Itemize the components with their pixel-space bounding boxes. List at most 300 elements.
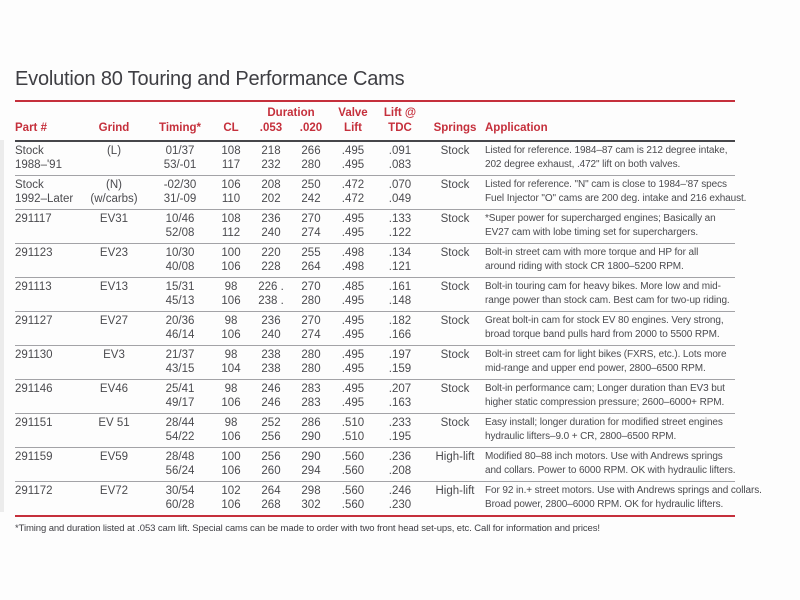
header-valve: Valve bbox=[338, 107, 368, 119]
cell-line: 291123 bbox=[15, 247, 53, 259]
cell-line: Bolt-in street cam for light bikes (FXRS, etc.). Lots more bbox=[485, 349, 727, 360]
table-row bbox=[15, 346, 735, 380]
cell-grind bbox=[79, 312, 149, 346]
cell-dur-053 bbox=[251, 380, 291, 414]
cell-line: 302 bbox=[301, 499, 321, 511]
cell-timing bbox=[149, 278, 211, 312]
header-part: Part # bbox=[15, 122, 47, 134]
cell-dur-053 bbox=[251, 312, 291, 346]
header-application: Application bbox=[485, 122, 548, 134]
cell-line: .163 bbox=[388, 397, 412, 409]
cell-line: 270 bbox=[301, 281, 321, 293]
table-row bbox=[15, 448, 735, 482]
cell-line: 60/28 bbox=[165, 499, 195, 511]
cell-grind bbox=[79, 141, 149, 176]
cell-line: 106 bbox=[221, 397, 241, 409]
cell-line: 106 bbox=[221, 261, 241, 273]
cell-line: .049 bbox=[388, 193, 412, 205]
cell-line: Stock bbox=[440, 247, 470, 259]
cell-application bbox=[485, 448, 735, 482]
cell-application bbox=[485, 482, 762, 517]
cell-valve-lift bbox=[331, 380, 375, 414]
cell-line: EV23 bbox=[99, 247, 129, 259]
cell-lift-tdc bbox=[375, 312, 425, 346]
cell-line: .560 bbox=[341, 465, 365, 477]
cell-line: .122 bbox=[388, 227, 412, 239]
cell-line: Stock bbox=[15, 179, 44, 191]
cell-valve-lift bbox=[331, 312, 375, 346]
cell-timing bbox=[149, 176, 211, 210]
cell-line: 280 bbox=[301, 363, 321, 375]
cell-valve-lift bbox=[331, 482, 375, 517]
cell-line: 240 bbox=[261, 227, 281, 239]
cell-line: .166 bbox=[388, 329, 412, 341]
cell-line: Stock bbox=[440, 417, 470, 429]
cell-line: *Super power for supercharged engines; Basically an bbox=[485, 213, 716, 224]
cell-dur-020 bbox=[291, 312, 331, 346]
cell-line: 270 bbox=[301, 213, 321, 225]
cell-timing bbox=[149, 244, 211, 278]
cell-line: (L) bbox=[106, 145, 122, 157]
cell-line: broad torque band pulls hard from 2000 to 5500 RPM. bbox=[485, 329, 720, 340]
cell-line: 54/22 bbox=[165, 431, 195, 443]
cell-line: 98 bbox=[224, 349, 238, 361]
cell-line: 10/46 bbox=[165, 213, 195, 225]
cell-cl bbox=[211, 380, 251, 414]
header-grind: Grind bbox=[98, 122, 130, 134]
cell-line: 117 bbox=[221, 159, 241, 171]
cell-springs bbox=[425, 380, 485, 414]
cell-line: .495 bbox=[341, 397, 365, 409]
cell-lift-tdc bbox=[375, 380, 425, 414]
cell-cl bbox=[211, 448, 251, 482]
cell-line: .495 bbox=[341, 383, 365, 395]
cell-line: .091 bbox=[388, 145, 412, 157]
cell-line: 238 bbox=[261, 349, 281, 361]
cell-line: -02/30 bbox=[163, 179, 197, 191]
cell-lift-tdc bbox=[375, 244, 425, 278]
cell-line: Bolt-in performance cam; Longer duration than EV3 but bbox=[485, 383, 725, 394]
cell-line: .498 bbox=[341, 261, 365, 273]
cell-line: 202 degree exhaust, .472" lift on both valves. bbox=[485, 159, 681, 170]
cell-line: Stock bbox=[440, 213, 470, 225]
cell-dur-020 bbox=[291, 346, 331, 380]
header-springs: Springs bbox=[433, 122, 477, 134]
cell-line: 40/08 bbox=[165, 261, 195, 273]
cell-springs bbox=[425, 141, 485, 176]
cell-timing bbox=[149, 210, 211, 244]
cell-line: 250 bbox=[301, 179, 321, 191]
cell-dur-053 bbox=[251, 482, 291, 517]
cell-line: 283 bbox=[301, 397, 321, 409]
cell-line: EV3 bbox=[103, 349, 125, 361]
cell-line: 15/31 bbox=[165, 281, 195, 293]
cell-valve-lift bbox=[331, 176, 375, 210]
cell-application bbox=[485, 278, 735, 312]
cell-line: .560 bbox=[341, 451, 365, 463]
table-header bbox=[15, 101, 735, 141]
cell-line: .233 bbox=[388, 417, 412, 429]
cell-line: 291130 bbox=[15, 349, 53, 361]
cell-line: 106 bbox=[221, 295, 241, 307]
cell-line: 240 bbox=[261, 329, 281, 341]
cell-line: Stock bbox=[440, 281, 470, 293]
cell-line: .510 bbox=[341, 431, 365, 443]
cell-line: 1992–Later bbox=[15, 193, 74, 205]
cell-line: 28/44 bbox=[165, 417, 195, 429]
cell-line: 218 bbox=[261, 145, 281, 157]
cell-part bbox=[15, 312, 79, 346]
cell-line: .133 bbox=[388, 213, 412, 225]
cell-line: .070 bbox=[388, 179, 412, 191]
header-cl: CL bbox=[223, 122, 239, 134]
cell-lift-tdc bbox=[375, 448, 425, 482]
cell-grind bbox=[79, 176, 149, 210]
cell-grind bbox=[79, 414, 149, 448]
cell-line: 20/36 bbox=[165, 315, 195, 327]
cell-part bbox=[15, 380, 79, 414]
cell-lift-tdc bbox=[375, 210, 425, 244]
cell-line: 226 . bbox=[258, 281, 284, 293]
cell-line: 56/24 bbox=[165, 465, 195, 477]
table-row bbox=[15, 312, 735, 346]
cell-springs bbox=[425, 448, 485, 482]
cell-line: 264 bbox=[261, 485, 281, 497]
cell-dur-020 bbox=[291, 176, 331, 210]
cell-line: 298 bbox=[301, 485, 321, 497]
cell-dur-053 bbox=[251, 244, 291, 278]
cell-line: 283 bbox=[301, 383, 321, 395]
cell-application bbox=[485, 414, 735, 448]
cell-line: 291117 bbox=[15, 213, 52, 225]
cell-line: .560 bbox=[341, 499, 365, 511]
cell-line: 291159 bbox=[15, 451, 53, 463]
cell-line: (w/carbs) bbox=[90, 193, 138, 205]
cell-lift-tdc bbox=[375, 482, 425, 517]
scan-edge-artifact bbox=[0, 140, 4, 512]
cell-valve-lift bbox=[331, 448, 375, 482]
cell-cl bbox=[211, 278, 251, 312]
cell-line: 280 bbox=[301, 159, 321, 171]
cell-line: .246 bbox=[388, 485, 412, 497]
cell-line: .134 bbox=[388, 247, 412, 259]
cell-line: 274 bbox=[301, 227, 321, 239]
cell-line: 208 bbox=[261, 179, 281, 191]
cell-application bbox=[485, 346, 735, 380]
cell-lift-tdc bbox=[375, 278, 425, 312]
header-tdc: TDC bbox=[388, 122, 412, 134]
cell-line: 100 bbox=[221, 247, 241, 259]
cell-line: 49/17 bbox=[165, 397, 195, 409]
cell-timing bbox=[149, 141, 211, 176]
cell-line: .560 bbox=[341, 485, 365, 497]
cell-line: .495 bbox=[341, 213, 365, 225]
header-spacer bbox=[15, 101, 79, 121]
cell-line: .195 bbox=[388, 431, 412, 443]
cell-line: .197 bbox=[388, 349, 412, 361]
cell-line: 246 bbox=[261, 383, 281, 395]
cell-grind bbox=[79, 380, 149, 414]
cell-line: range power than stock cam. Best cam for two-up riding. bbox=[485, 295, 730, 306]
cell-line: High-lift bbox=[435, 485, 475, 497]
page-title: Evolution 80 Touring and Performance Cams bbox=[15, 68, 405, 90]
cell-application bbox=[485, 380, 735, 414]
table-row bbox=[15, 278, 735, 312]
cell-line: Modified 80–88 inch motors. Use with Andrews springs bbox=[485, 451, 723, 462]
cell-part bbox=[15, 244, 79, 278]
header-spacer bbox=[149, 101, 211, 121]
cell-springs bbox=[425, 210, 485, 244]
cell-cl bbox=[211, 414, 251, 448]
cell-springs bbox=[425, 278, 485, 312]
header-d020: .020 bbox=[299, 122, 323, 134]
cell-line: .208 bbox=[388, 465, 412, 477]
cell-cl bbox=[211, 176, 251, 210]
cell-grind bbox=[79, 482, 149, 517]
cell-line: 25/41 bbox=[165, 383, 195, 395]
cell-line: 228 bbox=[261, 261, 281, 273]
cell-cl bbox=[211, 482, 251, 517]
cell-line: 280 bbox=[301, 295, 321, 307]
cell-line: .495 bbox=[341, 159, 365, 171]
header-duration: Duration bbox=[267, 107, 315, 119]
cell-line: (N) bbox=[106, 179, 122, 191]
cell-line: 291146 bbox=[15, 383, 53, 395]
cell-line: 274 bbox=[301, 329, 321, 341]
cell-grind bbox=[79, 448, 149, 482]
cell-valve-lift bbox=[331, 414, 375, 448]
cell-line: 108 bbox=[221, 145, 241, 157]
cell-line: 290 bbox=[301, 431, 321, 443]
cell-line: 10/30 bbox=[165, 247, 195, 259]
cell-line: 291151 bbox=[15, 417, 53, 429]
cell-cl bbox=[211, 312, 251, 346]
cell-dur-053 bbox=[251, 448, 291, 482]
cell-springs bbox=[425, 312, 485, 346]
cell-line: 102 bbox=[221, 485, 241, 497]
cell-line: .485 bbox=[341, 281, 365, 293]
table-row bbox=[15, 244, 735, 278]
cell-timing bbox=[149, 312, 211, 346]
cell-line: Stock bbox=[440, 315, 470, 327]
cell-line: 246 bbox=[261, 397, 281, 409]
cell-line: .230 bbox=[388, 499, 412, 511]
cell-part bbox=[15, 210, 79, 244]
cell-part bbox=[15, 346, 79, 380]
cell-line: EV13 bbox=[99, 281, 129, 293]
cell-line: 106 bbox=[221, 465, 241, 477]
cell-line: 270 bbox=[301, 315, 321, 327]
cell-line: 104 bbox=[221, 363, 241, 375]
cell-line: around riding with stock CR 1800–5200 RPM. bbox=[485, 261, 684, 272]
cell-line: 236 bbox=[261, 213, 281, 225]
cell-dur-053 bbox=[251, 210, 291, 244]
cell-line: .498 bbox=[341, 247, 365, 259]
cell-line: .495 bbox=[341, 329, 365, 341]
cell-valve-lift bbox=[331, 210, 375, 244]
cell-line: 98 bbox=[224, 315, 238, 327]
cell-line: 256 bbox=[261, 451, 281, 463]
cell-line: 255 bbox=[301, 247, 321, 259]
cell-part bbox=[15, 141, 79, 176]
cell-line: .495 bbox=[341, 227, 365, 239]
cell-line: Listed for reference. "N" cam is close to 1984–'87 specs bbox=[485, 179, 727, 190]
cell-lift-tdc bbox=[375, 141, 425, 176]
cell-line: Fuel Injector "O" cams are 200 deg. intake and 216 exhaust. bbox=[485, 193, 747, 204]
table-row bbox=[15, 380, 735, 414]
cell-line: 291127 bbox=[15, 315, 53, 327]
cell-line: .472 bbox=[341, 179, 365, 191]
table-row bbox=[15, 141, 735, 176]
cell-springs bbox=[425, 244, 485, 278]
cell-springs bbox=[425, 346, 485, 380]
header-spacer bbox=[211, 101, 251, 121]
cell-line: EV72 bbox=[99, 485, 129, 497]
cell-line: Stock bbox=[15, 145, 44, 157]
cell-line: .121 bbox=[388, 261, 412, 273]
table-row bbox=[15, 482, 735, 517]
cell-lift-tdc bbox=[375, 414, 425, 448]
cell-part bbox=[15, 176, 79, 210]
header-lift-at: Lift @ bbox=[383, 107, 417, 119]
cell-part bbox=[15, 482, 79, 517]
cell-line: 236 bbox=[261, 315, 281, 327]
cell-grind bbox=[79, 278, 149, 312]
cell-line: High-lift bbox=[435, 451, 475, 463]
cell-line: hydraulic lifters–9.0 + CR, 2800–6500 RPM. bbox=[485, 431, 677, 442]
cell-line: 106 bbox=[221, 499, 241, 511]
cell-cl bbox=[211, 141, 251, 176]
table-row bbox=[15, 210, 735, 244]
cell-dur-053 bbox=[251, 414, 291, 448]
cell-line: higher static compression pressure; 2600–6000+ RPM. bbox=[485, 397, 725, 408]
cell-line: .159 bbox=[388, 363, 412, 375]
cell-line: .182 bbox=[388, 315, 412, 327]
cell-line: 264 bbox=[301, 261, 321, 273]
cell-line: 106 bbox=[221, 329, 241, 341]
cell-line: Stock bbox=[440, 179, 470, 191]
cell-line: .495 bbox=[341, 315, 365, 327]
cell-line: 238 bbox=[261, 363, 281, 375]
header-row-bottom bbox=[15, 121, 735, 141]
cell-application bbox=[485, 210, 735, 244]
cell-dur-020 bbox=[291, 278, 331, 312]
footnote: *Timing and duration listed at .053 cam lift. Special cams can be made to order with two front head set-ups, etc. Call for information and prices! bbox=[15, 523, 600, 534]
cell-dur-020 bbox=[291, 380, 331, 414]
table-row bbox=[15, 176, 735, 210]
cell-line: Broad power, 2800–6000 RPM. OK for hydraulic lifters. bbox=[485, 499, 724, 510]
cell-line: EV46 bbox=[99, 383, 129, 395]
cell-line: 106 bbox=[221, 179, 241, 191]
cell-application bbox=[485, 244, 735, 278]
cell-dur-020 bbox=[291, 244, 331, 278]
cam-table-body bbox=[15, 141, 762, 516]
cell-line: .495 bbox=[341, 145, 365, 157]
cell-line: 98 bbox=[224, 417, 238, 429]
cell-line: 52/08 bbox=[165, 227, 195, 239]
cell-springs bbox=[425, 482, 485, 517]
cell-lift-tdc bbox=[375, 346, 425, 380]
cell-line: .495 bbox=[341, 363, 365, 375]
cell-grind bbox=[79, 346, 149, 380]
cell-dur-020 bbox=[291, 141, 331, 176]
cell-line: 110 bbox=[221, 193, 241, 205]
cell-line: Easy install; longer duration for modified street engines bbox=[485, 417, 723, 428]
cell-timing bbox=[149, 448, 211, 482]
cell-line: 220 bbox=[261, 247, 281, 259]
cell-application bbox=[485, 141, 735, 176]
cell-line: 260 bbox=[261, 465, 281, 477]
cell-dur-053 bbox=[251, 346, 291, 380]
cell-line: .207 bbox=[388, 383, 412, 395]
cell-line: Stock bbox=[440, 383, 470, 395]
cell-line: 252 bbox=[261, 417, 281, 429]
cell-dur-020 bbox=[291, 414, 331, 448]
cell-line: 232 bbox=[261, 159, 281, 171]
cell-line: EV27 bbox=[99, 315, 129, 327]
cell-line: 286 bbox=[301, 417, 321, 429]
header-d053: .053 bbox=[259, 122, 283, 134]
cam-spec-table bbox=[15, 100, 762, 517]
cell-part bbox=[15, 414, 79, 448]
cell-line: 291172 bbox=[15, 485, 53, 497]
cell-line: 100 bbox=[221, 451, 241, 463]
cell-line: 98 bbox=[224, 383, 238, 395]
cell-line: 43/15 bbox=[165, 363, 195, 375]
cell-valve-lift bbox=[331, 346, 375, 380]
cell-line: .510 bbox=[341, 417, 365, 429]
cell-springs bbox=[425, 414, 485, 448]
cell-grind bbox=[79, 244, 149, 278]
cell-line: EV59 bbox=[99, 451, 129, 463]
header-valve-lift: Lift bbox=[344, 122, 362, 134]
cell-line: 290 bbox=[301, 451, 321, 463]
header-spacer bbox=[425, 101, 485, 121]
cell-dur-020 bbox=[291, 448, 331, 482]
cell-part bbox=[15, 448, 79, 482]
cell-line: 106 bbox=[221, 431, 241, 443]
page-content bbox=[15, 68, 762, 534]
cell-dur-053 bbox=[251, 278, 291, 312]
cell-line: 202 bbox=[261, 193, 281, 205]
cell-dur-053 bbox=[251, 176, 291, 210]
cell-line: 268 bbox=[261, 499, 281, 511]
cell-line: Stock bbox=[440, 145, 470, 157]
cell-line: Bolt-in touring cam for heavy bikes. More low and mid- bbox=[485, 281, 721, 292]
cell-line: 45/13 bbox=[165, 295, 195, 307]
cell-grind bbox=[79, 210, 149, 244]
cell-dur-020 bbox=[291, 482, 331, 517]
cell-line: 53/-01 bbox=[163, 159, 197, 171]
cell-line: 266 bbox=[301, 145, 321, 157]
cell-cl bbox=[211, 346, 251, 380]
cell-line: 31/-09 bbox=[163, 193, 197, 205]
cell-line: Great bolt-in cam for stock EV 80 engines. Very strong, bbox=[485, 315, 724, 326]
cell-part bbox=[15, 278, 79, 312]
cell-line: .236 bbox=[388, 451, 412, 463]
cell-dur-020 bbox=[291, 210, 331, 244]
cell-valve-lift bbox=[331, 244, 375, 278]
cell-valve-lift bbox=[331, 141, 375, 176]
cell-line: 28/48 bbox=[165, 451, 195, 463]
cell-line: 98 bbox=[224, 281, 238, 293]
cell-line: EV 51 bbox=[98, 417, 130, 429]
cell-cl bbox=[211, 244, 251, 278]
cell-line: 238 . bbox=[258, 295, 284, 307]
header-spacer bbox=[79, 101, 149, 121]
cell-line: 01/37 bbox=[165, 145, 195, 157]
header-timing: Timing* bbox=[159, 122, 201, 134]
